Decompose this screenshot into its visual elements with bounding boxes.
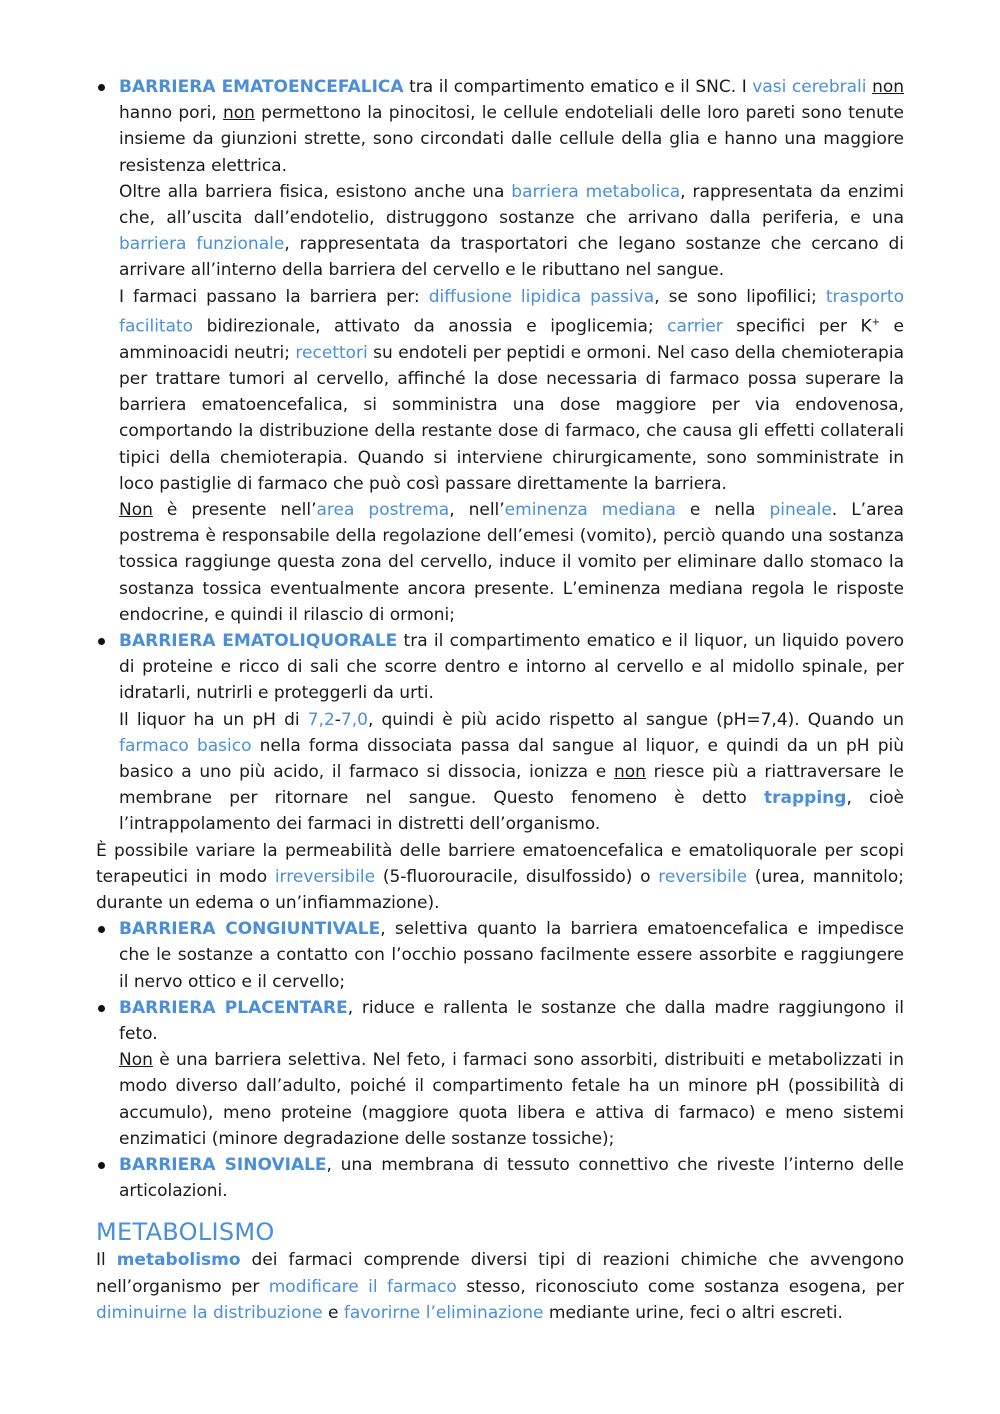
text: , quindi è più acido rispetto al sangue (pH=7,4). Quando un <box>367 709 905 730</box>
list-item-barriera-placentare <box>96 995 904 1152</box>
text: tra il compartimento ematico e il SNC. I <box>403 77 753 97</box>
highlight: farmaco basico <box>119 735 252 756</box>
text: su endoteli per peptidi e ormoni. Nel caso della chemioterapia per trattare tumori al cervello, affinché la dose necessaria di farmaco possa superare la barriera ematoencefalica, si somministra una dose maggiore per via endovenosa, comportando la distribuzione della restante dose di farmaco, che causa gli effetti collaterali tipici della chemioterapia. Quando si interviene chirurgicamente, sono somministrate in loco pastiglie di farmaco che può così passare direttamente la barriera. <box>119 342 904 494</box>
text: bidirezionale, attivato da anossia e ipoglicemia; <box>193 316 668 337</box>
highlight: carrier <box>667 316 723 337</box>
text: , nell’ <box>449 499 505 520</box>
list-item-barriera-ematoliquorale <box>96 628 904 838</box>
underlined-text: non <box>613 761 646 782</box>
paragraph <box>119 995 904 1047</box>
text: Oltre alla barriera fisica, esistono anche una <box>119 181 512 202</box>
text: , selettiva quanto la barriera ematoencefalica e impedisce che le sostanze a contatto con l’occhio possano facilmente essere assorbite e raggiungere il nervo ottico e il cervello; <box>119 919 905 992</box>
highlight: irreversibile <box>274 866 376 887</box>
highlight: 7,2 <box>307 709 335 730</box>
highlight: pineale <box>769 499 832 520</box>
text: , riduce e rallenta le sostanze che dalla madre raggiungono il feto. <box>119 997 904 1044</box>
text: (urea, mannitolo; durante un edema o un’infiammazione). <box>96 866 904 913</box>
highlight: area postrema <box>316 499 450 520</box>
paragraph <box>119 284 904 497</box>
text: , rappresentata da enzimi che, all’uscita dall’endotelio, distruggono sostanze che arrivano dalla periferia, e una <box>119 181 904 229</box>
text: mediante urine, feci o altri escreti. <box>543 1302 843 1323</box>
text: Il <box>96 1250 117 1271</box>
section-heading: METABOLISMO <box>96 1218 275 1247</box>
text: , se sono lipofilici; <box>654 286 826 307</box>
text: I farmaci passano la barriera per: <box>119 286 429 307</box>
text: , rappresentata da trasportatori che legano sostanze che cercano di arrivare all’interno della barriera del cervello e le ributtano nel sangue. <box>119 234 904 281</box>
keyword: metabolismo <box>116 1250 241 1271</box>
paragraph-metabolismo <box>96 1247 904 1326</box>
text: e amminoacidi neutri; <box>119 316 904 363</box>
text: è presente nell’ <box>152 499 317 520</box>
highlight: trasporto facilitato <box>119 286 904 337</box>
text: , una membrana di tessuto connettivo che riveste l’interno delle articolazioni. <box>119 1154 904 1202</box>
keyword: BARRIERA SINOVIALE <box>119 1154 327 1175</box>
paragraph <box>119 497 904 628</box>
text: , cioè l’intrappolamento dei farmaci in distretti dell’organismo. <box>119 788 904 835</box>
paragraph-permeabilita <box>96 838 904 917</box>
underlined-text: Non <box>119 499 153 520</box>
text: permettono la pinocitosi, le cellule endoteliali delle loro pareti sono tenute insieme da giunzioni strette, sono circondati dalle cellule della glia e hanno una maggiore resistenza elettrica. <box>119 103 904 176</box>
text: riesce più a riattraversare le membrane per ritornare nel sangue. Questo fenomeno è detto <box>119 761 904 809</box>
highlight: 7,0 <box>340 709 368 730</box>
text: stesso, riconosciuto come sostanza esogena, per <box>456 1276 904 1297</box>
highlight: favorirne l’eliminazione <box>343 1302 544 1323</box>
text: Il liquor ha un pH di <box>119 709 308 730</box>
underlined-text: non <box>222 103 255 124</box>
highlight: reversibile <box>658 866 748 887</box>
highlight: vasi cerebrali <box>752 77 867 97</box>
text: È possibile variare la permeabilità delle barriere ematoencefalica e ematoliquorale per scopi terapeutici in modo <box>96 840 904 887</box>
text: è una barriera selettiva. Nel feto, i farmaci sono assorbiti, distribuiti e metabolizzati in modo diverso dall’adulto, poiché il compartimento fetale ha un minore pH (possibilità di accumulo), meno proteine (maggiore quota libera e attiva di farmaco) e meno sistemi enzimatici (minore degradazione delle sostanze tossiche); <box>119 1050 904 1149</box>
paragraph <box>119 74 904 179</box>
underlined-text: Non <box>119 1050 153 1071</box>
highlight: recettori <box>295 342 368 363</box>
text: dei farmaci comprende diversi tipi di reazioni chimiche che avvengono nell’organismo per <box>96 1250 904 1297</box>
text: e nella <box>675 499 770 520</box>
highlight: eminenza mediana <box>504 499 676 520</box>
keyword: BARRIERA CONGIUNTIVALE <box>119 919 381 940</box>
text: tra il compartimento ematico e il liquor, un liquido povero di proteine e ricco di sali che scorre dentro e intorno al cervello e al midollo spinale, per idratarli, nutrirli e proteggerli da urti. <box>119 630 904 704</box>
list-item-barriera-sinoviale <box>96 1152 904 1204</box>
superscript: + <box>871 316 881 328</box>
paragraph <box>119 628 904 707</box>
highlight: barriera metabolica <box>511 181 681 202</box>
underlined-text: non <box>872 77 905 97</box>
list-item-barriera-ematoencefalica <box>96 74 904 628</box>
highlight: diffusione lipidica passiva <box>428 286 655 307</box>
text: nella forma dissociata passa dal sangue al liquor, e quindi da un pH più basico a uno più acido, il farmaco si dissocia, ionizza e <box>119 735 904 782</box>
list-item-barriera-congiuntivale <box>96 916 904 995</box>
text: . L’area postrema è responsabile della regolazione dell’emesi (vomito), perciò quando una sostanza tossica raggiunge questa zona del cervello, induce il vomito per eliminare dallo stomaco la sostanza tossica eventualmente ancora presente. L’eminenza mediana regola le risposte endocrine, e quindi il rilascio di ormoni; <box>119 499 904 625</box>
text: hanno pori, <box>119 103 223 124</box>
paragraph <box>119 1047 904 1152</box>
highlight: modificare il farmaco <box>268 1276 457 1297</box>
keyword: BARRIERA PLACENTARE <box>119 997 348 1018</box>
paragraph <box>119 916 904 995</box>
keyword: BARRIERA EMATOENCEFALICA <box>119 77 404 97</box>
paragraph <box>119 1152 904 1204</box>
highlight: barriera funzionale <box>119 234 285 255</box>
highlight: diminuirne la distribuzione <box>96 1302 323 1323</box>
paragraph <box>119 179 904 284</box>
text: - <box>334 709 341 730</box>
text: e <box>322 1302 344 1323</box>
keyword: BARRIERA EMATOLIQUORALE <box>119 630 398 651</box>
paragraph <box>119 707 904 838</box>
text: (5-fluorouracile, disulfossido) o <box>375 866 659 887</box>
keyword: trapping <box>764 788 847 809</box>
text: specifici per K <box>722 316 872 337</box>
